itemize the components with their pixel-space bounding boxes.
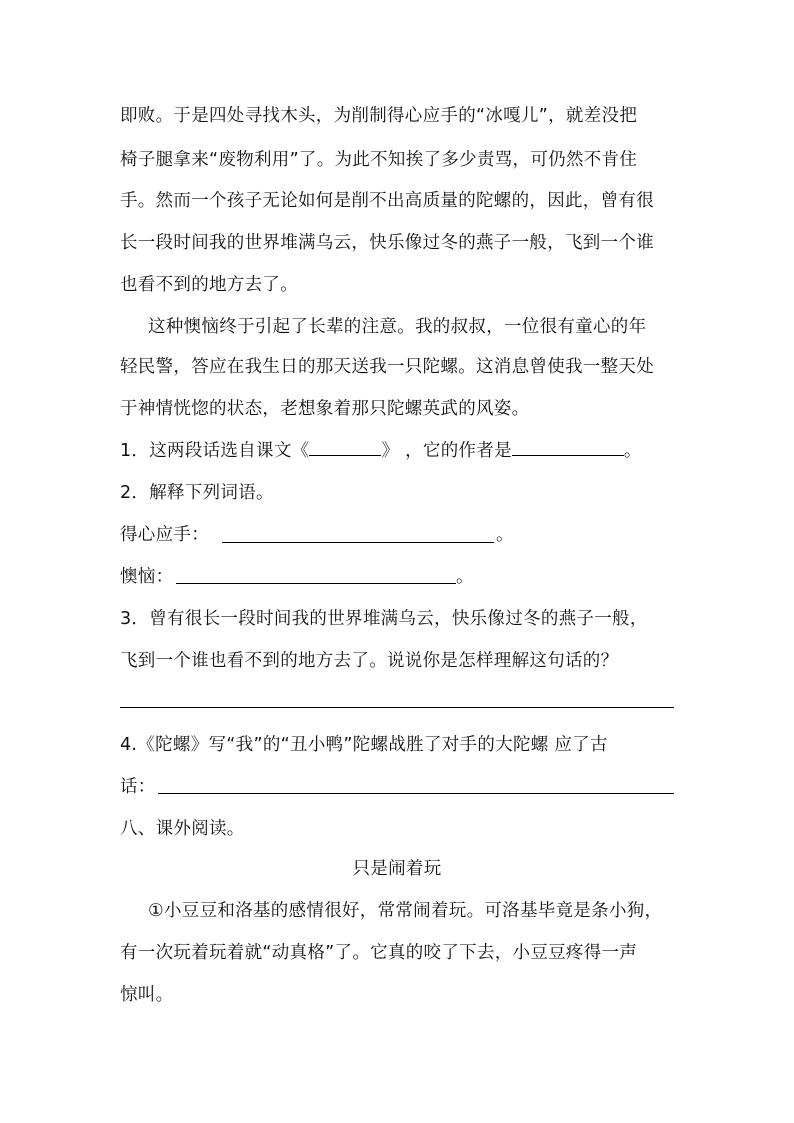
reading-para-line-3: 惊叫。 — [120, 985, 174, 1005]
question-3-answer-line[interactable] — [120, 707, 674, 708]
question-1-author-blank[interactable] — [512, 437, 624, 456]
question-2b-label: 懊恼： — [120, 567, 174, 587]
question-2a-answer-line[interactable] — [222, 542, 494, 543]
question-4-label: 话： — [120, 777, 156, 797]
section-8-heading: 八、课外阅读。 — [120, 819, 245, 839]
question-4-line-1: 4.《陀螺》写“我”的“丑小鸭”陀螺战胜了对手的大陀螺 应了古 — [120, 735, 608, 755]
question-2a-end: 。 — [496, 525, 514, 545]
question-2a — [120, 520, 209, 550]
passage1-line-1: 即败。于是四处寻找木头，为削制得心应手的“冰嘎儿”，就差没把 — [120, 106, 638, 126]
passage2-line-1: 这种懊恼终于引起了长辈的注意。我的叔叔，一位很有童心的年 — [148, 317, 647, 337]
passage1-line-2: 椅子腿拿来“废物利用”了。为此不知挨了多少责骂，可仍然不肯住 — [120, 150, 638, 170]
question-2a-label: 得心应手： — [120, 525, 209, 545]
passage1-line-4: 长一段时间我的世界堆满乌云，快乐像过冬的燕子一般，飞到一个谁 — [120, 233, 654, 253]
question-4-answer-line[interactable] — [158, 793, 674, 794]
question-2b — [120, 562, 173, 592]
question-2: 2．解释下列词语。 — [120, 483, 274, 503]
question-1-text-b: 》 ，它的作者是 — [381, 441, 512, 461]
passage2-line-2: 轻民警，答应在我生日的那天送我一只陀螺。这消息曾使我一整天处 — [120, 357, 654, 377]
question-1-title-blank[interactable] — [309, 437, 381, 456]
passage1-line-5: 也看不到的地方去了。 — [120, 275, 298, 295]
reading-para-line-2: 有一次玩着玩着就“动真格”了。它真的咬了下去，小豆豆疼得一声 — [120, 943, 638, 963]
question-1-end: 。 — [623, 441, 642, 461]
passage1-line-3: 手。然而一个孩子无论如何是削不出高质量的陀螺的，因此，曾有很 — [120, 191, 654, 211]
question-2b-end: 。 — [456, 567, 474, 587]
passage2-line-3: 于神情恍惚的状态，老想象着那只陀螺英武的风姿。 — [120, 399, 530, 419]
question-1 — [120, 436, 642, 466]
question-3-line-1: 3．曾有很长一段时间我的世界堆满乌云，快乐像过冬的燕子一般， — [120, 609, 648, 629]
question-3-line-2: 飞到一个谁也看不到的地方去了。说说你是怎样理解这句话的？ — [120, 651, 619, 671]
reading-title: 只是闹着玩 — [352, 859, 442, 879]
question-2b-answer-line[interactable] — [176, 583, 456, 584]
question-1-text-a: 1．这两段话选自课文《 — [120, 441, 310, 461]
reading-para-line-1: ①小豆豆和洛基的感情很好，常常闹着玩。可洛基毕竟是条小狗， — [148, 901, 663, 921]
